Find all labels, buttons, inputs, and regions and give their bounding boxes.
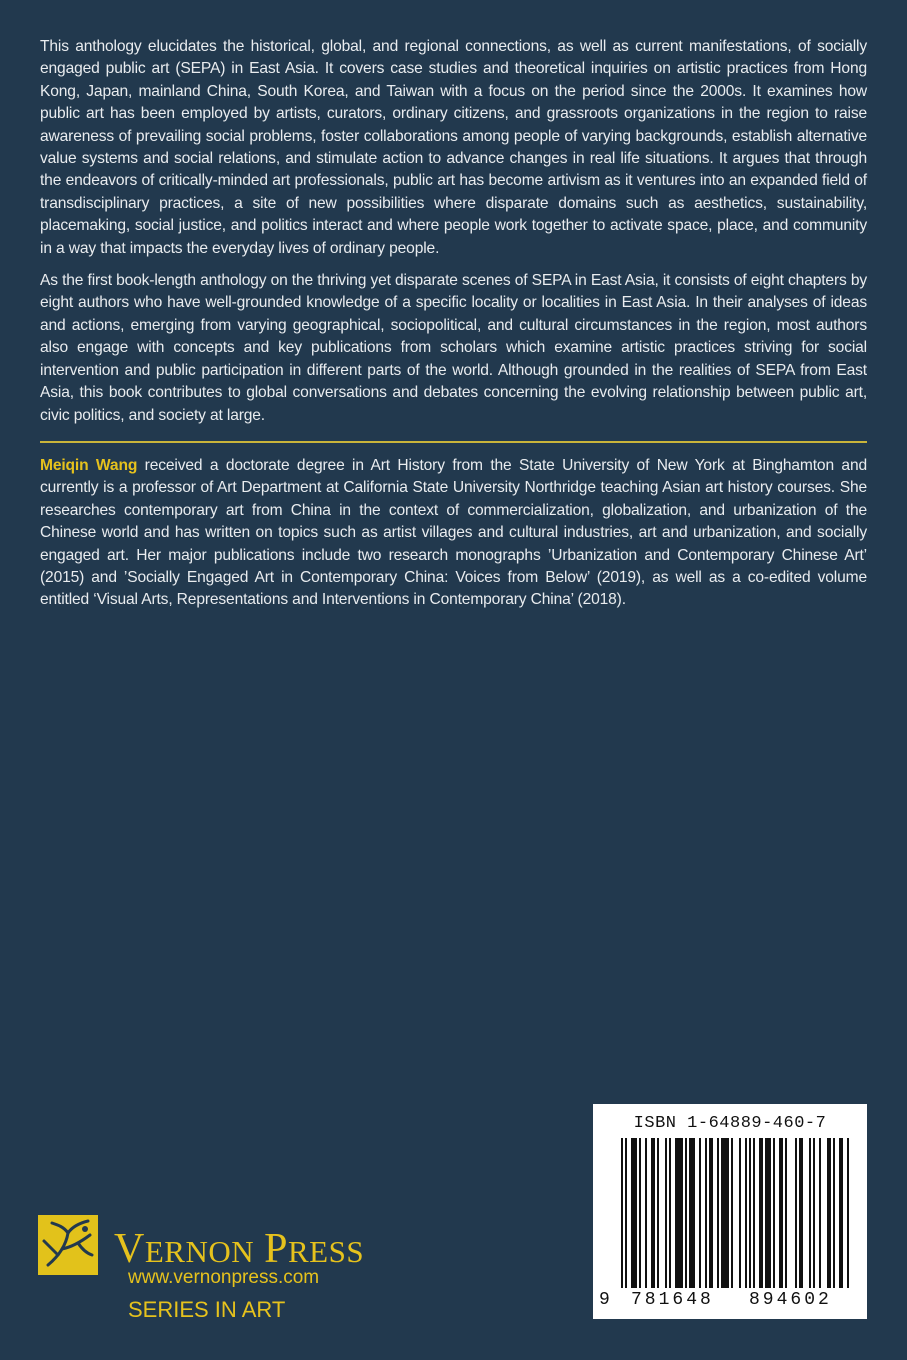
author-bio	[40, 455, 867, 612]
description-paragraph-1: This anthology elucidates the historical, global, and regional connections, as well as current manifestations, of socially engaged public art (SEPA) in East Asia. It covers case studies and theoretical inquiries on artistic practices from Hong Kong, Japan, mainland China, South Korea, and Taiwan with a focus on the period since the 2000s. It examines how public art has been employed by artists, curators, ordinary citizens, and grassroots organizations in the region to raise awareness of prevailing social problems, foster collaborations among people of varying backgrounds, establish alternative value systems and social relations, and stimulate action to advance changes in real life situations. It argues that through the endeavors of critically-minded art professionals, public art has become artivism as it ventures into an expanded field of transdisciplinary practices, a site of new possibilities where disparate domains such as aesthetics, sustainability, placemaking, social justice, and politics interact and where people work together to activate space, place, and community in a way that impacts the everyday lives of ordinary people.	[40, 38, 867, 257]
publisher-name: VERNON PRESS	[114, 1226, 365, 1272]
isbn-barcode	[593, 1104, 867, 1319]
ean-right-group: 894602	[749, 1290, 832, 1310]
back-cover-text	[40, 36, 867, 622]
author-bio-text: received a doctorate degree in Art History from the State University of New York at Binghamton and currently is a professor of Art Department at California State University Northridge teaching Asian art history courses. She researches contemporary art from China in the context of commercialization, globalization, and urbanization of the Chinese world and has written on topics such as artist villages and cultural industries, art and urbanization, and socially engaged art. Her major publications include two research monographs ’Urbanization and Contemporary Chinese Art’ (2015) and ’Socially Engaged Art in Contemporary China: Voices from Below’ (2019), as well as a co-edited volume entitled ‘Visual Arts, Representations and Interventions in Contemporary China’ (2018).	[40, 456, 867, 609]
publisher-block	[38, 1213, 398, 1333]
author-name: Meiqin Wang	[40, 456, 138, 474]
vernon-press-logo-icon	[38, 1215, 98, 1275]
isbn-number: ISBN 1-64889-460-7	[633, 1114, 827, 1133]
publisher-url: www.vernonpress.com	[128, 1267, 320, 1288]
series-name: SERIES IN ART	[128, 1297, 286, 1322]
section-divider	[40, 441, 867, 443]
ean-first-digit: 9	[599, 1290, 610, 1310]
ean-left-group: 781648	[631, 1290, 714, 1310]
description-paragraph-2: As the first book-length anthology on the thriving yet disparate scenes of SEPA in East Asia, it consists of eight chapters by eight authors who have well-grounded knowledge of a specific locality or localities in East Asia. In their analyses of ideas and actions, emerging from varying geographical, sociopolitical, and cultural circumstances in the region, most authors also engage with concepts and key publications from scholars which examine artistic practices striving for social intervention and public participation in different parts of the world. Although grounded in the realities of SEPA from East Asia, this book contributes to global conversations and debates concerning the evolving relationship between public art, civic politics, and society at large.	[40, 272, 867, 424]
barcode-bars	[599, 1138, 861, 1308]
